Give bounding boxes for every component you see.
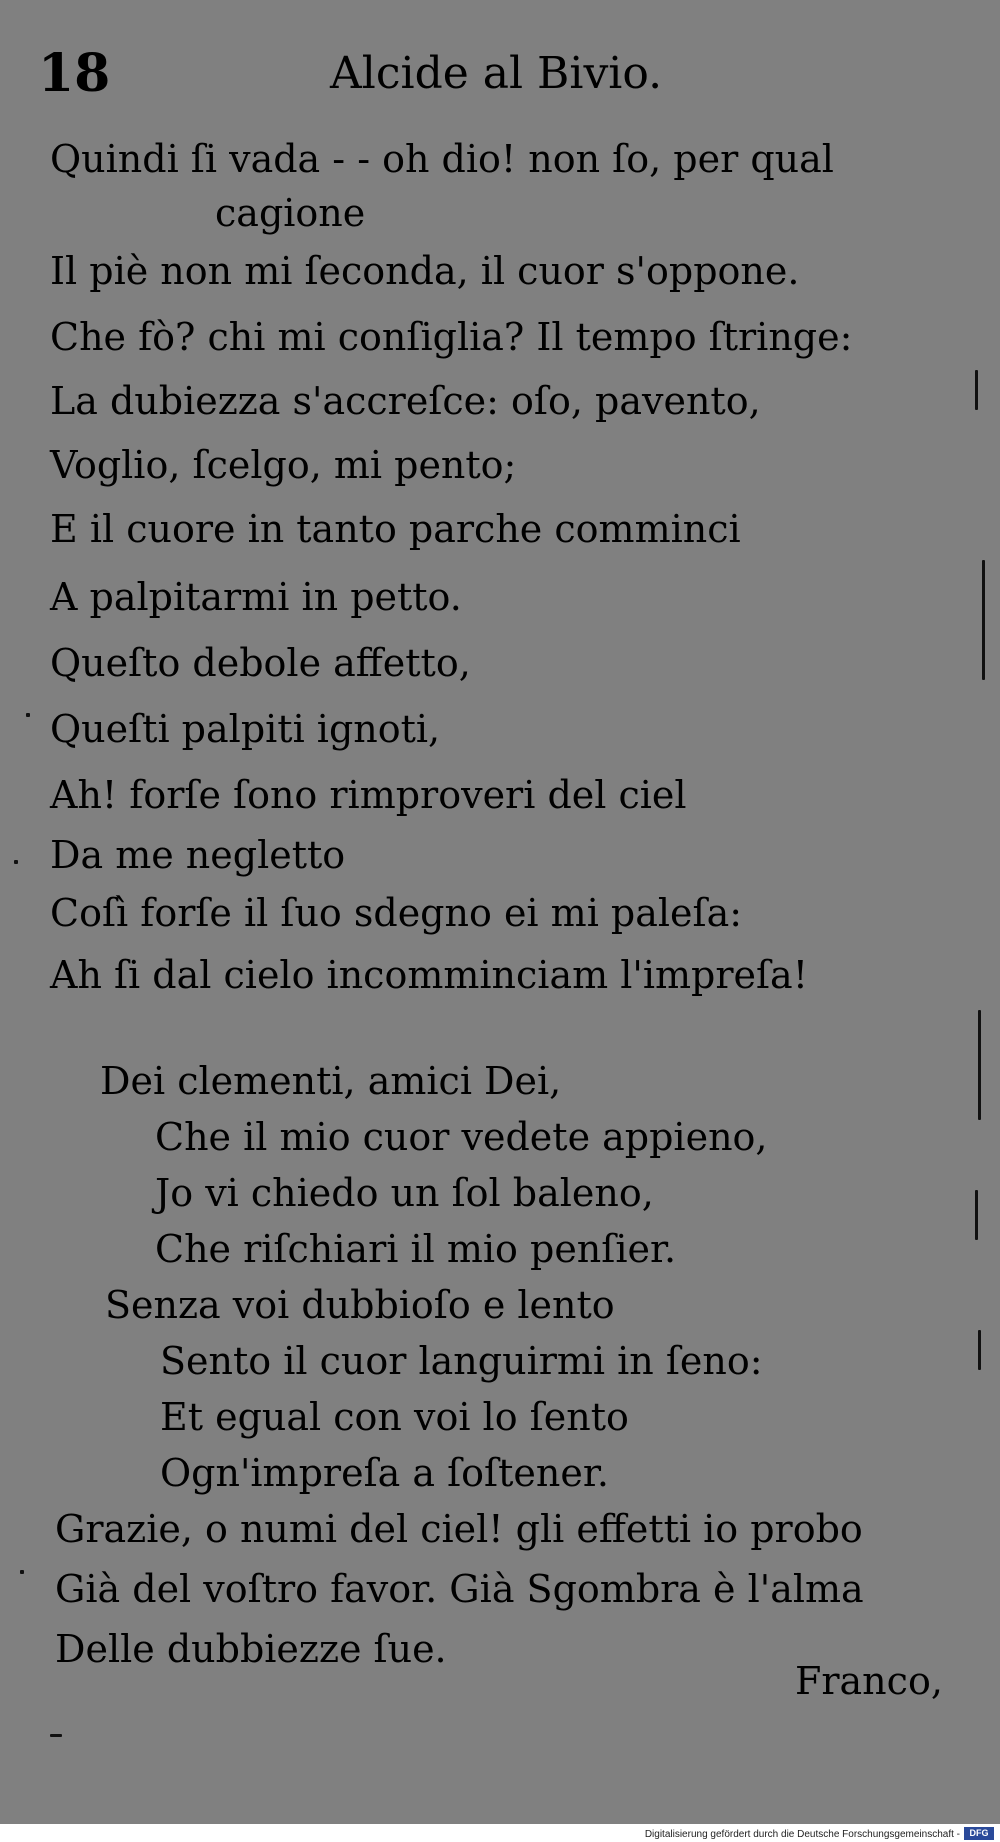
verse-line: Già del voſtro favor. Già Sgombra è l'alma <box>55 1567 864 1611</box>
ink-speck <box>26 713 30 717</box>
margin-mark <box>978 1330 981 1370</box>
verse-line: Queſto debole affetto, <box>50 641 471 685</box>
verse-line: Ah! forſe ſono rimproveri del ciel <box>50 773 687 817</box>
verse-line: Voglio, ſcelgo, mi pento; <box>50 443 517 487</box>
margin-mark <box>975 370 978 410</box>
verse-line: Delle dubbiezze ſue. <box>55 1627 447 1671</box>
ink-speck <box>50 1734 62 1737</box>
verse-line: Et egual con voi lo ſento <box>160 1395 629 1439</box>
verse-line: La dubiezza s'accreſce: oſo, pavento, <box>50 379 761 423</box>
verse-line: Dei clementi, amici Dei, <box>100 1059 562 1103</box>
verse-line: Senza voi dubbioſo e lento <box>105 1283 615 1327</box>
dfg-logo: DFG <box>964 1827 994 1840</box>
verse-line: Coſì forſe il ſuo sdegno ei mi paleſa: <box>50 891 743 935</box>
verse-line: Grazie, o numi del ciel! gli effetti io probo <box>55 1507 863 1551</box>
margin-mark <box>982 560 985 680</box>
ink-speck <box>20 1570 24 1574</box>
verse-line: Che il mio cuor vedete appieno, <box>155 1115 768 1159</box>
page-number: 18 <box>38 43 111 104</box>
running-title: Alcide al Bivio. <box>330 48 663 99</box>
verse-line: Quindi ſi vada - - oh dio! non ſo, per qual <box>50 137 834 181</box>
verse-line: cagione <box>215 191 366 235</box>
verse-line: Che riſchiari il mio penſier. <box>155 1227 677 1271</box>
ink-speck <box>14 860 18 864</box>
verse-line: E il cuore in tanto parche comminci <box>50 507 741 551</box>
digitization-note: Digitalisierung gefördert durch die Deutsche Forschungsgemeinschaft - <box>644 1829 960 1840</box>
verse-line: Ah ſi dal cielo incomminciam l'impreſa! <box>50 953 808 997</box>
page-header <box>0 42 1000 112</box>
verse-line: Che fò? chi mi conſiglia? Il tempo ſtringe: <box>50 315 853 359</box>
verse-line: Da me negletto <box>50 833 346 877</box>
catchword: Franco, <box>795 1659 943 1703</box>
verse-line: Sento il cuor languirmi in ſeno: <box>160 1339 763 1383</box>
digitization-footer <box>0 1824 1000 1842</box>
margin-mark <box>975 1190 978 1240</box>
verse-line: Queſti palpiti ignoti, <box>50 707 441 751</box>
verse-line: A palpitarmi in petto. <box>50 575 462 619</box>
margin-mark <box>978 1010 981 1120</box>
verse-line: Il piè non mi ſeconda, il cuor s'oppone. <box>50 249 800 293</box>
verse-line: Jo vi chiedo un ſol baleno, <box>155 1171 654 1215</box>
verse-line: Ogn'impreſa a ſoſtener. <box>160 1451 609 1495</box>
